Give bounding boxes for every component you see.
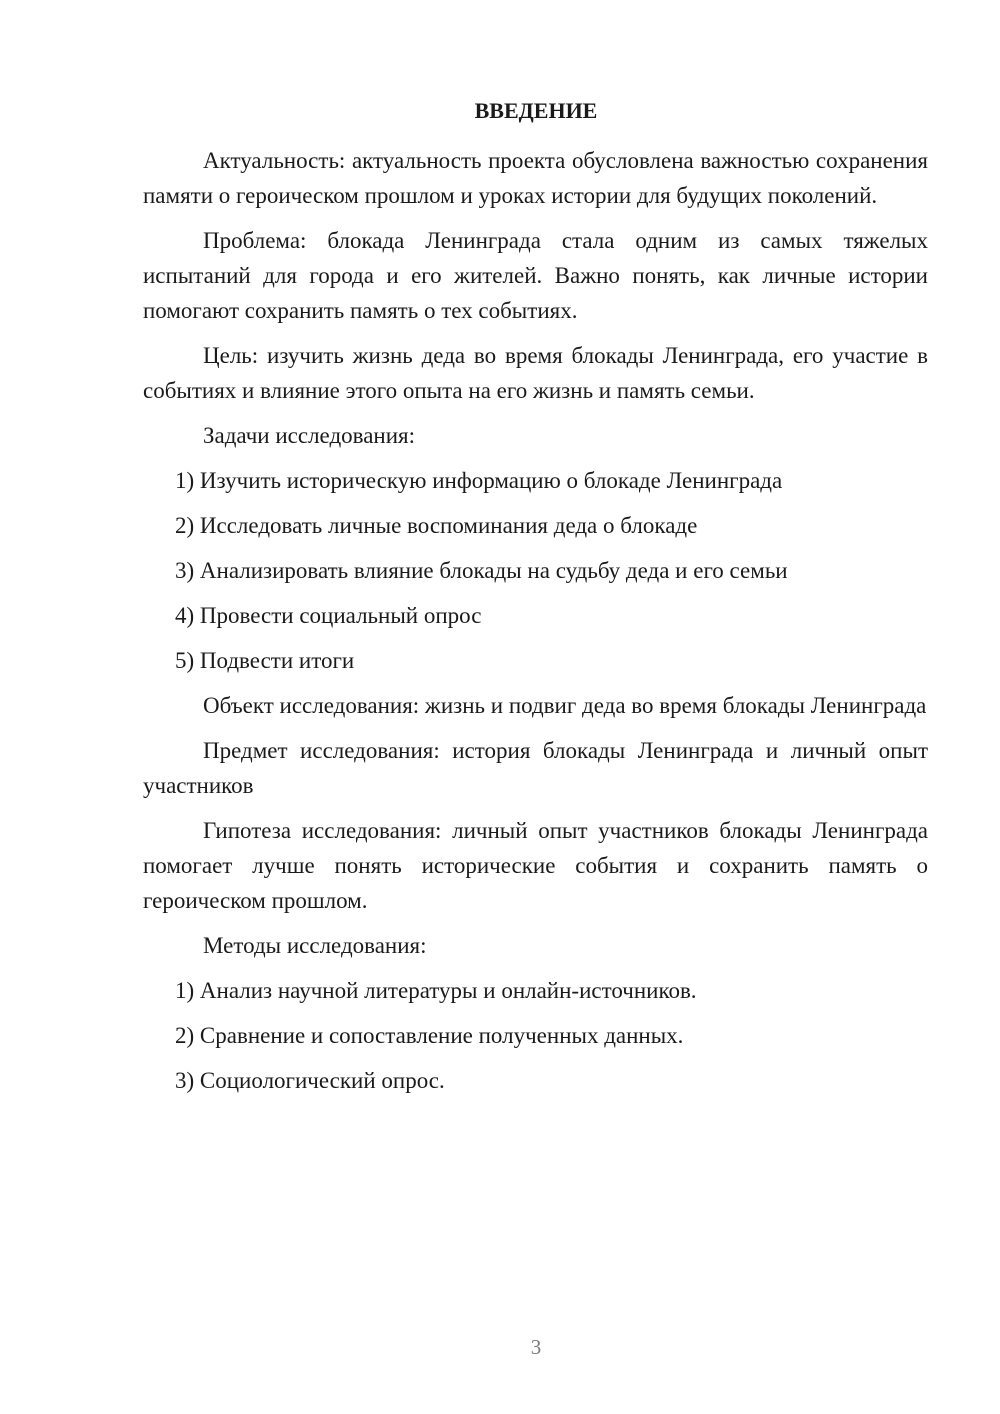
subject-paragraph: Предмет исследования: история блокады Ленинграда и личный опыт участников [143, 738, 928, 798]
task-item: 3) Анализировать влияние блокады на судьбу деда и его семьи [175, 558, 788, 583]
page-title: ВВЕДЕНИЕ [474, 98, 598, 123]
page-number: 3 [530, 1335, 542, 1359]
task-item: 4) Провести социальный опрос [175, 603, 482, 628]
method-item: 1) Анализ научной литературы и онлайн-источников. [175, 978, 697, 1003]
tasks-heading: Задачи исследования: [203, 423, 416, 448]
methods-heading: Методы исследования: [203, 933, 427, 958]
task-item: 2) Исследовать личные воспоминания деда о блокаде [175, 513, 698, 538]
object-paragraph: Объект исследования: жизнь и подвиг деда во время блокады Ленинграда [203, 693, 927, 718]
methods-list [143, 973, 928, 1098]
tasks-list [143, 463, 928, 678]
document-body [143, 143, 928, 1108]
goal-paragraph: Цель: изучить жизнь деда во время блокады Ленинграда, его участие в событиях и влияние этого опыта на его жизнь и память семьи. [143, 343, 928, 403]
problem-paragraph: Проблема: блокада Ленинграда стала одним из самых тяжелых испытаний для города и его жителей. Важно понять, как личные истории помогают сохранить память о тех событиях. [143, 228, 928, 323]
task-item: 1) Изучить историческую информацию о блокаде Ленинграда [175, 468, 783, 493]
method-item: 2) Сравнение и сопоставление полученных данных. [175, 1023, 684, 1048]
method-item: 3) Социологический опрос. [175, 1068, 445, 1093]
hypothesis-paragraph: Гипотеза исследования: личный опыт участников блокады Ленинграда помогает лучше понять исторические события и сохранить память о героическом прошлом. [143, 818, 928, 913]
task-item: 5) Подвести итоги [175, 648, 355, 673]
relevance-paragraph: Актуальность: актуальность проекта обусловлена важностью сохранения памяти о героическом прошлом и уроках истории для будущих поколений. [143, 148, 928, 208]
